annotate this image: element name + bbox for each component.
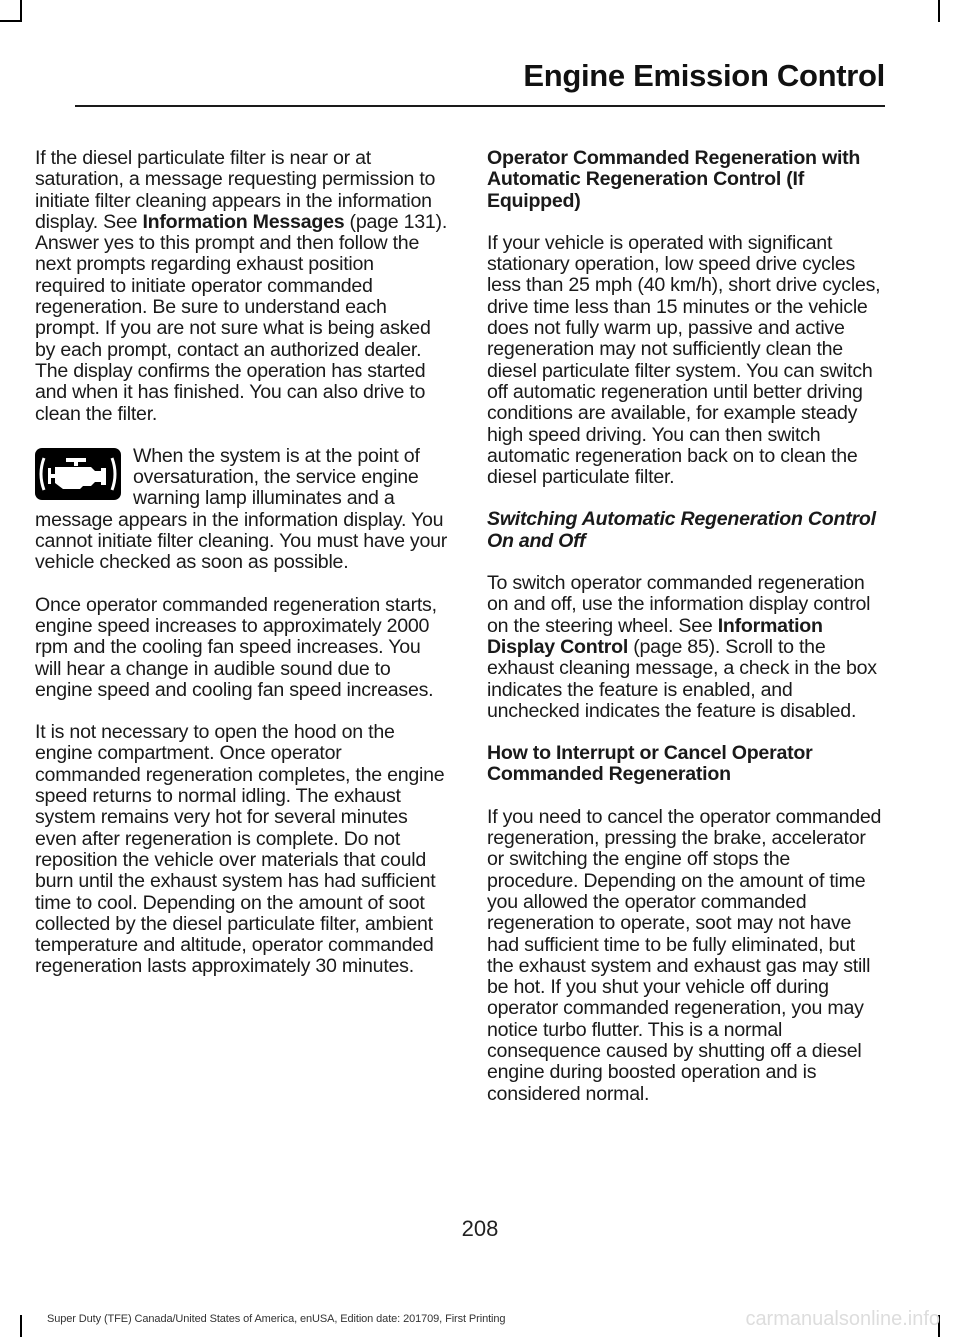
watermark: carmanualsonline.info xyxy=(745,1308,940,1330)
section-heading: How to Interrupt or Cancel Operator Commanded Regeneration xyxy=(487,742,813,786)
page-number: 208 xyxy=(461,1216,499,1241)
crop-mark xyxy=(20,1315,22,1337)
paragraph xyxy=(487,573,882,722)
footer-edition-info: Super Duty (TFE) Canada/United States of America, enUSA, Edition date: 201709, First Printing xyxy=(47,1313,506,1325)
text: (page 85). Scroll to the exhaust cleaning message, a check in the box indicates the feature is enabled, and unchecked indicates the feature is disabled. xyxy=(487,635,877,722)
text: To switch operator commanded regeneration on and off, use the information display control on the steering wheel. See xyxy=(487,572,871,637)
paragraph: Once operator commanded regeneration starts, engine speed increases to approximately 2000 rpm and the cooling fan speed increases. You will hear a change in audible sound due to engine speed and cooling fan speed increases. xyxy=(35,593,437,701)
paragraph: If you need to cancel the operator commanded regeneration, pressing the brake, accelerator or switching the engine off stops the procedure. Depending on the amount of time you allowed the operator commanded regeneration to operate, soot may not have had sufficient time to be fully eliminated, but the exhaust system and exhaust gas may still be hot. If you shut your vehicle off during operator commanded regeneration, you may notice turbo flutter. This is a normal consequence caused by shutting off a diesel engine during boosted operation and is considered normal. xyxy=(487,805,882,1105)
text: (page 131). Answer yes to this prompt and then follow the next prompts regarding exhaust position required to initiate operator commanded regeneration. Be sure to understand each prompt. If you are not sure what is being asked by each prompt, contact an authorized dealer. The display confirms the operation has started and when it has finished. You can also drive to clean the filter. xyxy=(35,210,448,425)
right-column xyxy=(487,148,882,1126)
cross-reference-link[interactable]: Information Display Control xyxy=(487,614,823,658)
paragraph: It is not necessary to open the hood on the engine compartment. Once operator commanded regeneration completes, the engine speed returns to normal idling. The exhaust system remains very hot for several minutes even after regeneration is complete. Do not reposition the vehicle over materials that could burn until the exhaust system has had sufficient time to cool. Depending on the amount of soot collected by the diesel particulate filter, ambient temperature and altitude, operator commanded regeneration lasts approximately 30 minutes. xyxy=(35,721,445,978)
section-heading: Operator Commanded Regeneration with Automatic Regeneration Control (If Equipped) xyxy=(487,147,861,212)
crop-mark xyxy=(0,20,22,22)
paragraph xyxy=(35,148,448,425)
check-engine-icon xyxy=(35,448,121,500)
paragraph: If your vehicle is operated with significant stationary operation, low speed drive cycles less than 25 mph (40 km/h), short drive cycles, drive time less than 15 minutes or the vehicle does not fully warm up, passive and active regeneration may not sufficiently clean the diesel particulate filter system. You can switch off automatic regeneration until better driving conditions are available, for example steady high speed driving. You can then switch automatic regeneration back on to clean the diesel particulate filter. xyxy=(487,231,881,489)
header-divider xyxy=(75,105,885,107)
left-column xyxy=(35,148,448,999)
subsection-heading: Switching Automatic Regeneration Control On and Off xyxy=(487,508,876,552)
crop-mark xyxy=(938,0,940,22)
cross-reference-link[interactable]: Information Messages xyxy=(142,210,345,233)
text: When the system is at the point of oversaturation, the service engine warning lamp illuminates and a message appears in the information display. You cannot initiate filter cleaning. You must have your vehicle checked as soon as possible. xyxy=(35,444,448,574)
page-title: Engine Emission Control xyxy=(523,58,885,93)
paragraph xyxy=(35,446,448,574)
text: If the diesel particulate filter is near or at saturation, a message requesting permission to initiate filter cleaning appears in the information display. See xyxy=(35,147,436,233)
crop-mark xyxy=(20,0,22,22)
